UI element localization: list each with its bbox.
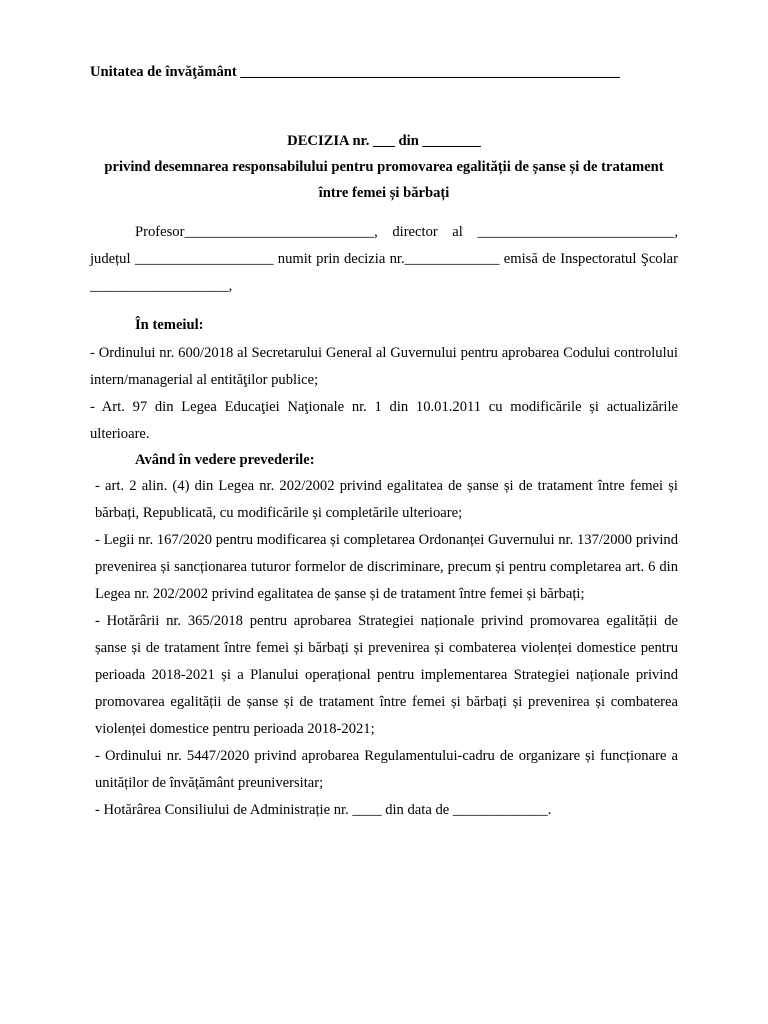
prevederi-list [95,473,678,824]
intro-paragraph: Profesor__________________________, director al ___________________________, județul ___________________ numit prin decizia nr._____________ emisă de Inspectoratul Şcolar ___________________, [90,224,678,294]
temei-item: - Ordinului nr. 600/2018 al Secretarului General al Guvernului pentru aprobarea Codului controlului intern/managerial al entităţilor publice; [90,345,678,388]
decision-subtitle: privind desemnarea responsabilului pentru promovarea egalității de șanse și de tratament între femei și bărbați [104,159,664,201]
temei-item: - Art. 97 din Legea Educaţiei Naţionale nr. 1 din 10.01.2011 cu modificările și actualizările ulterioare. [90,399,678,442]
institution-line: Unitatea de învăţământ ____________________________________________________ [90,64,620,80]
temei-list [90,340,678,448]
decision-title: DECIZIA nr. ___ din ________ [287,133,481,149]
decision-title-block [90,130,678,206]
prevederi-item: - Legii nr. 167/2020 pentru modificarea și completarea Ordonanței Guvernului nr. 137/2000 privind prevenirea și sancționarea tuturor formelor de discriminare, precum și pentru completarea art. 6 din Legea nr. 202/2002 privind egalitatea de șanse și de tratament între femei și bărbați; [95,532,678,602]
document-page [90,0,678,1024]
temei-heading: În temeiul: [135,317,204,333]
prevederi-item: - Ordinului nr. 5447/2020 privind aprobarea Regulamentului-cadru de organizare și funcționare a unităților de învățământ preuniversitar; [95,748,678,791]
prevederi-item: - art. 2 alin. (4) din Legea nr. 202/2002 privind egalitatea de șanse și de tratament între femei și bărbați, Republicată, cu modificările și completările ulterioare; [95,478,678,521]
prevederi-item: - Hotărârii nr. 365/2018 pentru aprobarea Strategiei naționale privind promovarea egalității de șanse și de tratament între femei și bărbați și prevenirea și combaterea violenței domestice pentru perioada 2018-2021 și a Planului operațional pentru implementarea Strategiei naționale privind promovarea egalității de șanse și de tratament între femei și bărbați și prevenirea și combaterea violenței domestice pentru perioada 2018-2021; [95,613,678,737]
prevederi-item: - Hotărârea Consiliului de Administrație nr. ____ din data de _____________. [95,802,552,818]
prevederi-heading: Având în vedere prevederile: [135,452,315,468]
